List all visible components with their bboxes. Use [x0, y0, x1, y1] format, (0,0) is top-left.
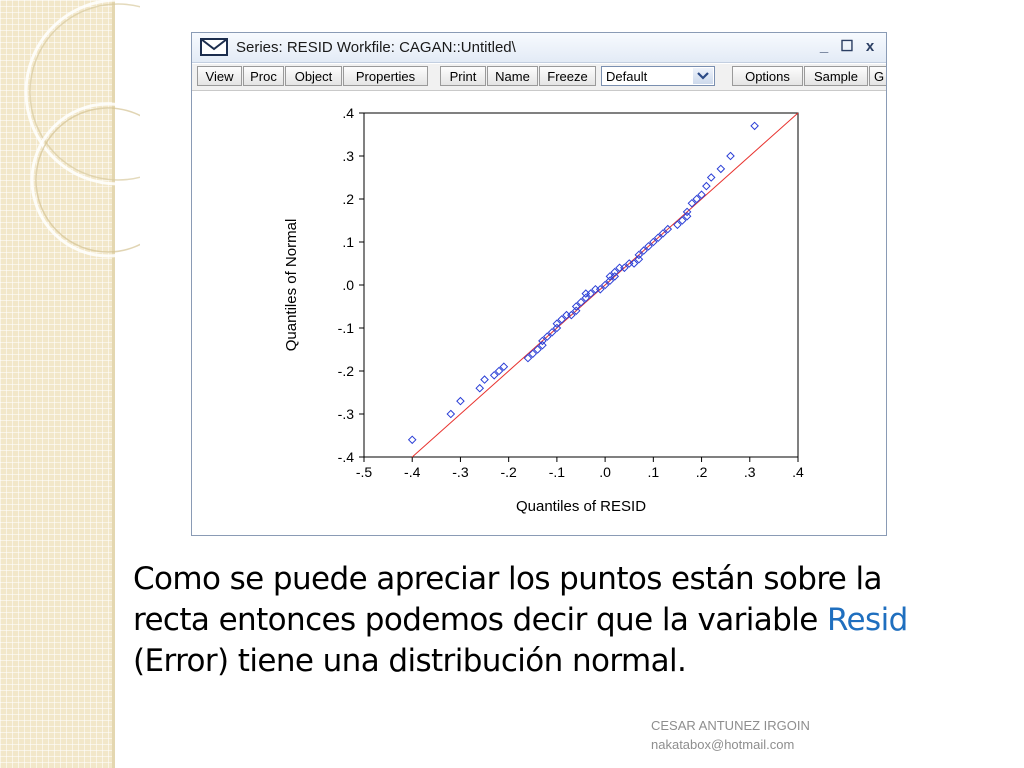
y-tick-label: .4 — [342, 105, 354, 121]
window-titlebar[interactable] — [192, 33, 886, 63]
y-axis-label: Quantiles of Normal — [283, 218, 300, 352]
author-email: nakatabox@hotmail.com — [651, 737, 795, 752]
x-tick-label: .1 — [647, 464, 660, 480]
y-tick-label: -.3 — [337, 406, 354, 422]
plot-frame — [364, 113, 798, 457]
y-tick-label: -.1 — [337, 320, 354, 336]
properties-button[interactable]: Properties — [343, 66, 428, 86]
eviews-series-window — [191, 32, 887, 536]
view-button[interactable]: View — [197, 66, 242, 86]
slide-footer — [651, 716, 810, 754]
chevron-down-icon[interactable] — [693, 68, 713, 84]
y-tick-label: .1 — [342, 234, 354, 250]
series-envelope-icon — [200, 38, 228, 56]
x-tick-label: -.1 — [548, 464, 566, 480]
genr-button-partial[interactable]: G — [869, 66, 886, 86]
y-tick-label: -.4 — [337, 449, 354, 465]
minimize-icon[interactable]: _ — [819, 38, 829, 55]
name-button[interactable]: Name — [487, 66, 538, 86]
print-button[interactable]: Print — [440, 66, 486, 86]
x-tick-label: -.5 — [355, 464, 373, 480]
qq-plot — [192, 91, 886, 535]
x-tick-label: -.2 — [500, 464, 517, 480]
x-tick-label: .4 — [792, 464, 804, 480]
y-tick-label: .2 — [342, 191, 354, 207]
y-tick-label: .0 — [342, 277, 354, 293]
dropdown-value: Default — [606, 69, 648, 84]
x-tick-label: .2 — [695, 464, 708, 480]
sample-button[interactable]: Sample — [804, 66, 868, 86]
x-tick-label: -.4 — [404, 464, 421, 480]
window-title: Series: RESID Workfile: CAGAN::Untitled\ — [236, 39, 516, 56]
freeze-button[interactable]: Freeze — [539, 66, 596, 86]
series-toolbar — [192, 64, 886, 91]
object-button[interactable]: Object — [285, 66, 342, 86]
y-tick-label: .3 — [342, 148, 354, 164]
x-tick-label: .0 — [599, 464, 611, 480]
options-button[interactable]: Options — [732, 66, 803, 86]
author-name: CESAR ANTUNEZ IRGOIN — [651, 718, 810, 733]
caption-highlight: Resid — [827, 602, 908, 638]
decorative-circles — [0, 0, 140, 260]
x-tick-label: -.3 — [452, 464, 469, 480]
y-tick-label: -.2 — [337, 363, 354, 379]
proc-button[interactable]: Proc — [243, 66, 284, 86]
close-icon[interactable]: x — [865, 38, 875, 55]
x-tick-label: .3 — [743, 464, 756, 480]
view-type-dropdown[interactable] — [601, 66, 715, 86]
caption-line-1: Como se puede apreciar los puntos están sobre la — [133, 561, 882, 597]
caption-line-3: (Error) tiene una distribución normal. — [133, 643, 687, 679]
caption-line-2: recta entonces podemos decir que la variable — [133, 602, 827, 638]
x-axis-label: Quantiles of RESID — [515, 498, 647, 515]
slide-caption — [133, 559, 1003, 682]
maximize-icon[interactable]: ☐ — [840, 38, 854, 55]
